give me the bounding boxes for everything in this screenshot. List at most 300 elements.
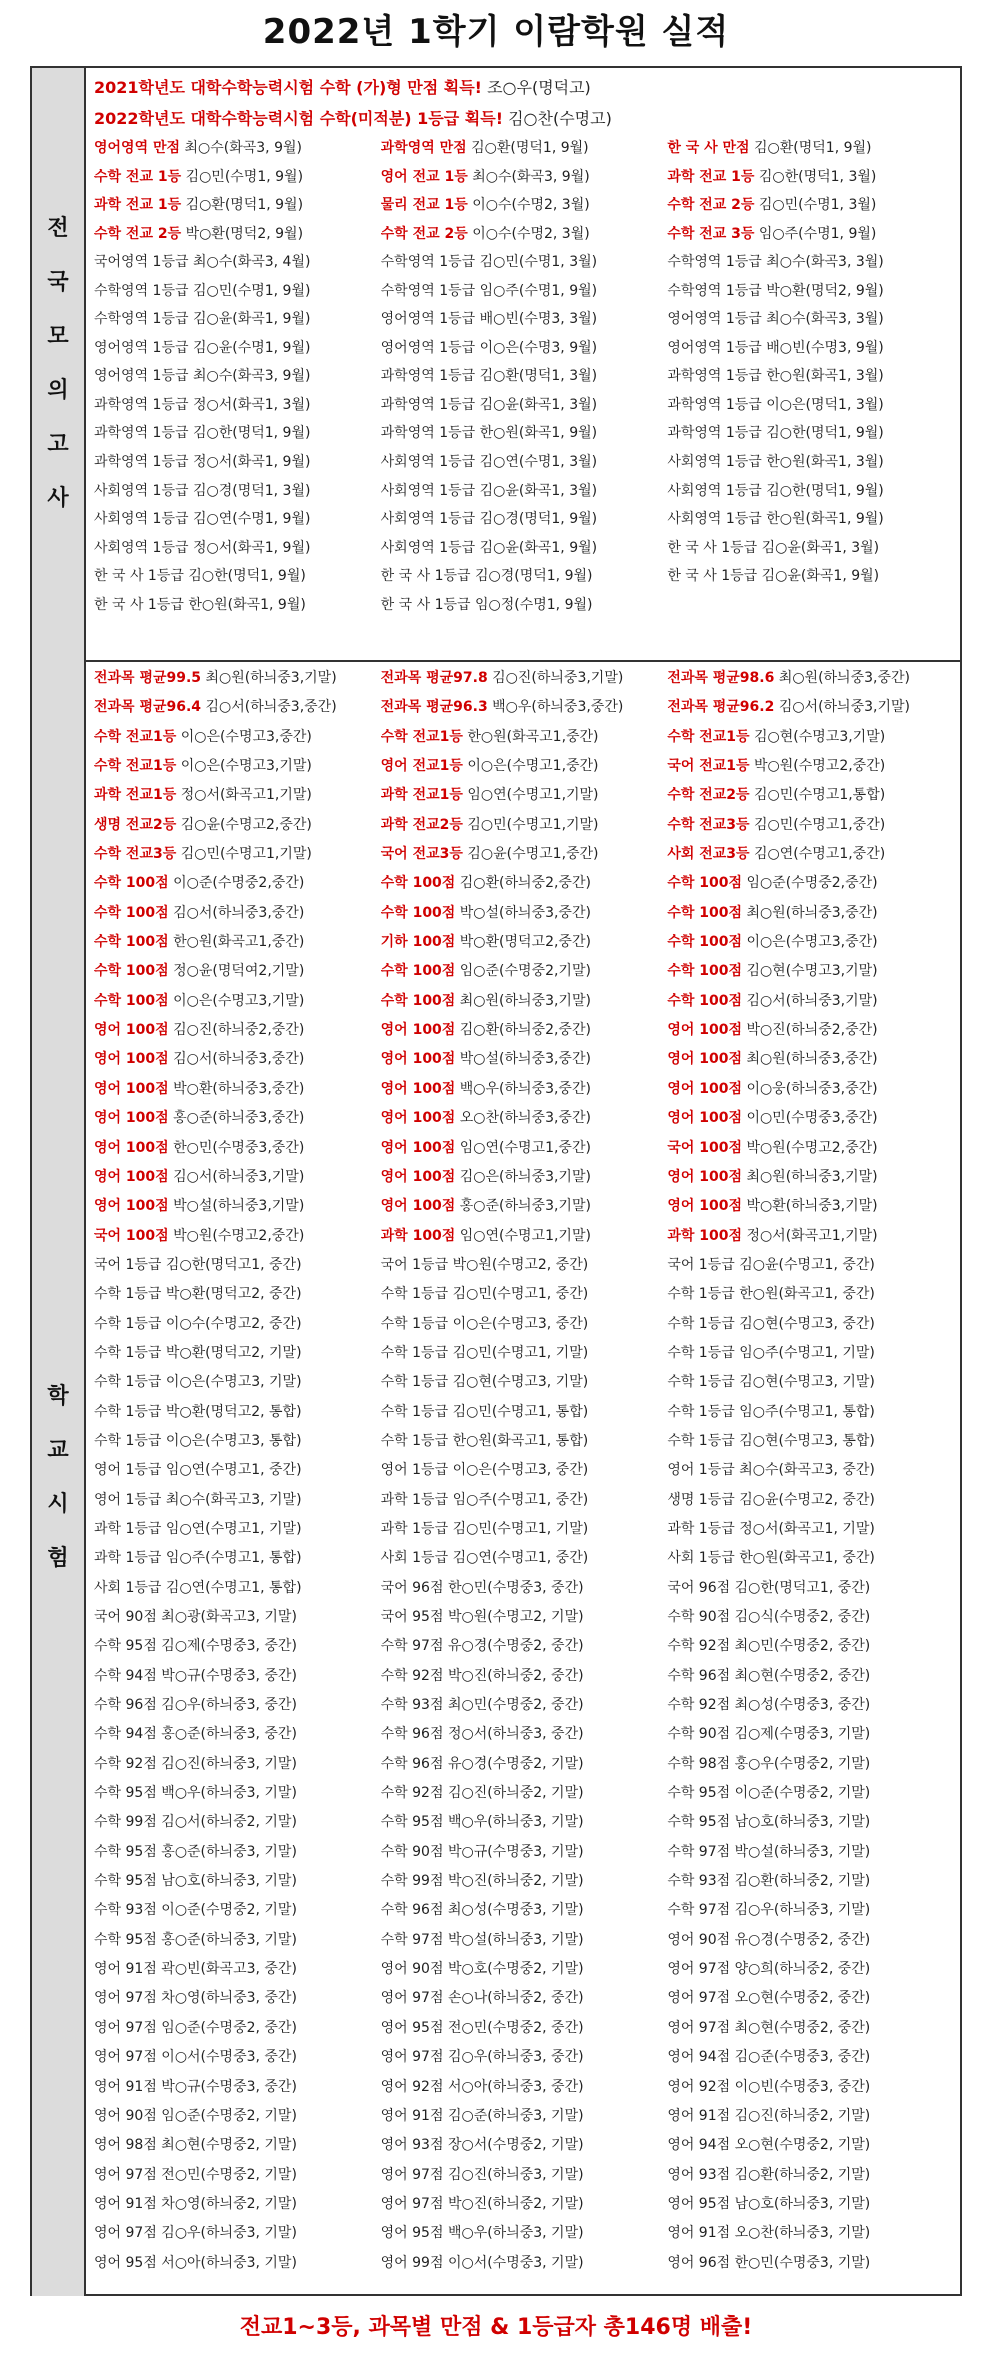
result-student: 박○설(하늬중3,중간) xyxy=(459,904,591,921)
result-student: 박○진(하늬중2,중간) xyxy=(746,1022,878,1039)
result-cell xyxy=(94,448,381,477)
result-student: 김○환(명덕1, 9월) xyxy=(185,197,304,214)
result-student: 최○수(화곡3, 4월) xyxy=(192,254,311,271)
result-category: 수학 96점 xyxy=(94,1697,157,1714)
result-category: 과학 전교1등 xyxy=(94,787,177,804)
result-category: 수학 100점 xyxy=(380,875,456,892)
result-student: 박○환(명덕고2, 중간) xyxy=(165,1286,302,1303)
result-student: 이○웅(하늬중3,중간) xyxy=(746,1080,878,1097)
result-student: 김○연(수명1, 9월) xyxy=(192,511,311,528)
result-cell xyxy=(381,1134,668,1163)
result-category: 수학 1등급 xyxy=(94,1403,162,1420)
result-category: 사회영역 1등급 xyxy=(380,454,476,471)
result-student: 이○준(수명중2, 기말) xyxy=(161,1902,297,1919)
result-student: 한○민(수명중3, 기말) xyxy=(734,2254,871,2271)
result-category: 영어 97점 xyxy=(667,2019,731,2036)
result-student: 양○희(하늬중2, 중간) xyxy=(734,1961,871,1978)
result-cell xyxy=(94,928,381,957)
result-cell xyxy=(94,1075,381,1104)
result-student: 김○우(하늬중3, 중간) xyxy=(447,2049,584,2066)
result-cell xyxy=(667,1486,954,1515)
result-cell xyxy=(381,477,668,506)
result-category: 한 국 사 1등급 xyxy=(380,568,471,585)
result-student: 이○준(수명중2,중간) xyxy=(173,875,305,892)
result-category: 수학 1등급 xyxy=(94,1432,162,1449)
result-cell xyxy=(667,1838,954,1867)
result-cell xyxy=(94,2073,381,2102)
result-student: 최○수(화곡3, 9월) xyxy=(184,140,302,156)
result-row xyxy=(94,1251,954,1280)
result-category: 사회영역 1등급 xyxy=(667,454,762,471)
result-student: 박○설(하늬중3,중간) xyxy=(459,1051,591,1068)
result-student: 김○윤(화곡1, 3월) xyxy=(479,482,598,499)
result-student: 임○정(수명1, 9월) xyxy=(475,596,593,613)
result-cell xyxy=(667,1808,954,1837)
result-student: 홍○준(하늬중3,중간) xyxy=(173,1110,305,1127)
result-category: 과학 1등급 xyxy=(380,1491,449,1508)
result-student: 최○현(수명중2, 기말) xyxy=(161,2137,297,2154)
result-row xyxy=(94,752,954,781)
result-cell xyxy=(667,2014,954,2043)
result-student: 김○식(수명중2, 중간) xyxy=(734,1609,871,1625)
result-student: 김○민(수명고1,기말) xyxy=(180,846,312,863)
result-student: 김○우(하늬중3, 기말) xyxy=(734,1902,871,1919)
result-category: 전과목 평균98.6 xyxy=(667,670,775,686)
result-student: 최○원(하늬중3,중간) xyxy=(746,904,878,921)
school-exam-label xyxy=(32,660,86,2296)
result-student: 김○환(하늬중2, 기말) xyxy=(734,1873,871,1890)
result-cell xyxy=(94,1662,381,1691)
result-cell xyxy=(667,163,954,192)
result-category: 영어 97점 xyxy=(94,1990,157,2007)
school-exam-section xyxy=(32,660,960,2296)
result-student: 임○주(수명고1, 기말) xyxy=(739,1344,875,1361)
result-category: 수학 전교1등 xyxy=(94,758,177,775)
result-cell xyxy=(381,1280,668,1309)
result-category: 과학 1등급 xyxy=(667,1520,735,1537)
result-category: 과학영역 1등급 xyxy=(667,425,762,442)
result-cell xyxy=(381,1251,668,1280)
result-cell xyxy=(667,899,954,928)
result-student: 김○현(수명고3,기말) xyxy=(754,728,886,745)
result-student: 김○연(수명고1, 중간) xyxy=(452,1550,589,1567)
result-row xyxy=(94,1691,954,1720)
result-row xyxy=(94,840,954,869)
result-student: 박○원(수명고2,중간) xyxy=(173,1227,305,1244)
result-cell xyxy=(94,1926,381,1955)
result-row xyxy=(94,1779,954,1808)
result-row xyxy=(94,723,954,752)
result-student: 김○윤(수명고2,중간) xyxy=(180,816,312,833)
result-student: 김○경(명덕1, 9월) xyxy=(479,511,598,528)
result-cell xyxy=(381,2073,668,2102)
result-row xyxy=(94,928,954,957)
result-cell xyxy=(667,869,954,898)
result-cell xyxy=(667,928,954,957)
result-student: 김○윤(수명1, 9월) xyxy=(192,339,311,356)
result-category: 국어 전교3등 xyxy=(380,846,463,863)
result-category: 영어 100점 xyxy=(380,1022,456,1039)
result-student: 김○준(수명중3, 중간) xyxy=(734,2049,871,2066)
result-category: 수학 98점 xyxy=(667,1755,731,1772)
result-category: 수학 100점 xyxy=(94,875,169,892)
result-cell xyxy=(94,1280,381,1309)
result-student: 김○윤(화곡1, 9월) xyxy=(479,539,598,556)
result-cell xyxy=(667,2073,954,2102)
result-student: 김○환(명덕1, 9월) xyxy=(471,140,589,156)
result-cell xyxy=(667,1368,954,1397)
result-category: 국어 1등급 xyxy=(94,1256,162,1273)
result-category: 과학영역 1등급 xyxy=(94,454,189,471)
result-cell xyxy=(94,693,381,722)
result-cell xyxy=(94,1368,381,1397)
result-student: 남○호(하늬중3, 기말) xyxy=(161,1873,297,1890)
result-row xyxy=(94,1163,954,1192)
result-cell xyxy=(381,305,668,334)
result-student: 이○은(수명고3,중간) xyxy=(180,728,312,745)
result-cell xyxy=(94,752,381,781)
result-category: 국어 전교1등 xyxy=(667,758,750,775)
result-cell xyxy=(94,134,381,163)
result-row xyxy=(94,1750,954,1779)
result-cell xyxy=(667,191,954,220)
result-student: 김○민(수명고1,중간) xyxy=(754,816,886,833)
result-student: 김○진(하늬중2,중간) xyxy=(173,1022,305,1039)
result-category: 사회영역 1등급 xyxy=(380,511,476,528)
result-student: 정○서(화곡고1,기말) xyxy=(746,1227,878,1244)
result-cell xyxy=(381,1398,668,1427)
result-cell xyxy=(381,869,668,898)
result-cell xyxy=(667,534,954,563)
result-cell xyxy=(94,362,381,391)
result-student: 김○민(수명고1,기말) xyxy=(467,816,599,833)
result-cell xyxy=(381,2131,668,2160)
result-student: 오○찬(하늬중3, 기말) xyxy=(734,2225,871,2242)
result-cell xyxy=(381,1456,668,1485)
result-category: 과학 전교 1등 xyxy=(94,197,182,214)
result-cell xyxy=(94,1251,381,1280)
result-cell xyxy=(94,1867,381,1896)
result-cell xyxy=(667,840,954,869)
result-category: 생명 전교2등 xyxy=(94,816,177,833)
result-student: 홍○준(하늬중3, 중간) xyxy=(161,1726,297,1743)
result-student: 이○서(수명중3, 기말) xyxy=(447,2254,584,2271)
result-category: 영어 100점 xyxy=(94,1110,169,1127)
result-category: 영어 100점 xyxy=(667,1051,742,1068)
result-category: 영어 100점 xyxy=(94,1022,169,1039)
result-category: 수학영역 1등급 xyxy=(667,254,762,271)
result-student: 정○윤(명덕여2,기말) xyxy=(173,963,305,980)
result-row xyxy=(94,1075,954,1104)
result-student: 한○원(화곡고1,중간) xyxy=(467,728,599,745)
result-student: 김○한(명덕1, 3월) xyxy=(758,168,877,185)
result-cell xyxy=(94,1808,381,1837)
result-cell xyxy=(381,1075,668,1104)
result-cell xyxy=(667,1632,954,1661)
result-category: 영어 1등급 xyxy=(94,1462,162,1479)
result-category: 과학 전교1등 xyxy=(380,787,463,804)
result-student: 박○진(하늬중2, 중간) xyxy=(447,1667,584,1684)
result-cell xyxy=(667,2161,954,2190)
result-category: 영어 95점 xyxy=(667,2195,731,2212)
result-category: 영어 97점 xyxy=(380,2049,444,2066)
result-category: 수학 100점 xyxy=(667,904,742,921)
result-cell xyxy=(94,1486,381,1515)
mock-exam-section xyxy=(32,68,960,662)
result-row xyxy=(94,957,954,986)
result-category: 수학 90점 xyxy=(667,1726,731,1743)
result-category: 국어 1등급 xyxy=(380,1256,449,1273)
result-student: 박○원(수명고2, 중간) xyxy=(452,1256,589,1273)
result-student: 박○원(수명고2,중간) xyxy=(754,758,886,775)
result-cell xyxy=(667,2102,954,2131)
result-category: 영어 97점 xyxy=(94,2049,157,2066)
result-student: 박○규(수명중3, 중간) xyxy=(161,2078,297,2095)
result-student: 김○서(하늬중3,기말) xyxy=(778,699,910,716)
result-cell xyxy=(94,334,381,363)
result-cell xyxy=(667,1544,954,1573)
result-category: 수학 1등급 xyxy=(380,1286,449,1303)
result-cell xyxy=(94,664,381,693)
result-category: 사회영역 1등급 xyxy=(94,482,189,499)
result-cell xyxy=(94,2161,381,2190)
result-student: 김○진(하늬중3, 기말) xyxy=(161,1755,297,1772)
result-category: 수학 100점 xyxy=(667,875,742,892)
result-cell xyxy=(94,1045,381,1074)
result-category: 영어 100점 xyxy=(667,1168,742,1185)
result-cell xyxy=(381,1926,668,1955)
result-student: 김○연(수명고1, 통합) xyxy=(165,1579,302,1596)
result-student: 김○윤(수명고1,중간) xyxy=(467,846,599,863)
result-cell xyxy=(381,419,668,448)
result-student: 오○찬(하늬중3,중간) xyxy=(459,1110,591,1127)
result-category: 수학 96점 xyxy=(380,1726,444,1743)
result-cell xyxy=(381,1955,668,1984)
result-cell xyxy=(667,305,954,334)
result-student: 이○민(수명중3,중간) xyxy=(746,1110,878,1127)
result-category: 국어 96점 xyxy=(667,1579,731,1596)
result-category: 국어 100점 xyxy=(94,1227,169,1244)
headline xyxy=(94,72,954,103)
result-category: 영어 95점 xyxy=(380,2019,444,2036)
result-student: 최○성(수명중3, 기말) xyxy=(447,1902,584,1919)
result-student: 임○준(수명중2, 중간) xyxy=(161,2019,297,2036)
result-cell xyxy=(381,1368,668,1397)
result-category: 기하 100점 xyxy=(380,934,456,951)
result-student: 장○서(수명중2, 기말) xyxy=(447,2137,584,2154)
result-category: 전과목 평균96.2 xyxy=(667,699,775,716)
result-row xyxy=(94,1838,954,1867)
result-row xyxy=(94,1896,954,1925)
result-category: 영어영역 1등급 xyxy=(94,339,189,356)
result-student: 최○수(화곡고3, 중간) xyxy=(739,1462,875,1479)
result-student: 배○빈(수명3, 3월) xyxy=(479,311,598,328)
result-cell xyxy=(667,1427,954,1456)
result-cell xyxy=(667,1603,954,1632)
section-label-char: 험 xyxy=(47,1546,69,1571)
headline-achievement: 2021학년도 대학수학능력시험 수학 (가)형 만점 획득! xyxy=(94,78,482,97)
result-cell xyxy=(381,752,668,781)
result-student: 김○은(하늬중3,기말) xyxy=(459,1168,591,1185)
result-student: 서○아(하늬중3, 기말) xyxy=(161,2254,297,2271)
result-cell xyxy=(381,1016,668,1045)
result-row xyxy=(94,505,954,534)
headline-student: 조○우(명덕고) xyxy=(487,78,591,97)
result-cell xyxy=(381,2043,668,2072)
result-row xyxy=(94,2190,954,2219)
result-cell xyxy=(381,1808,668,1837)
result-student: 최○수(화곡3, 9월) xyxy=(192,368,311,385)
result-cell xyxy=(381,2102,668,2131)
result-student: 백○우(하늬중3, 기말) xyxy=(447,2225,584,2242)
result-student: 김○현(수명고3, 통합) xyxy=(739,1432,875,1449)
section-label-char: 고 xyxy=(47,432,69,457)
result-student: 배○빈(수명3, 9월) xyxy=(766,339,884,356)
result-row xyxy=(94,1926,954,1955)
result-student: 박○규(수명중3, 기말) xyxy=(447,1843,584,1860)
result-cell xyxy=(381,1192,668,1221)
result-category: 영어 97점 xyxy=(380,1990,444,2007)
result-cell xyxy=(381,1632,668,1661)
result-student: 김○한(명덕1, 9월) xyxy=(766,425,884,442)
result-cell xyxy=(381,562,668,591)
result-category: 국어 96점 xyxy=(380,1579,444,1596)
result-category: 수학 100점 xyxy=(94,904,169,921)
result-cell xyxy=(381,2219,668,2248)
result-cell xyxy=(381,1867,668,1896)
result-row xyxy=(94,2073,954,2102)
result-category: 수학영역 1등급 xyxy=(380,282,476,299)
result-category: 국어 1등급 xyxy=(667,1256,735,1273)
result-category: 수학 1등급 xyxy=(667,1403,735,1420)
result-cell xyxy=(667,1251,954,1280)
result-row xyxy=(94,248,954,277)
result-student: 김○현(수명고3, 기말) xyxy=(452,1374,589,1391)
result-category: 수학 전교 1등 xyxy=(94,168,182,185)
result-student: 김○환(하늬중2,중간) xyxy=(459,1022,591,1039)
result-student: 박○환(명덕고2, 기말) xyxy=(165,1344,302,1361)
result-category: 수학 1등급 xyxy=(94,1344,162,1361)
result-category: 수학 1등급 xyxy=(380,1374,449,1391)
result-cell xyxy=(667,220,954,249)
result-category: 영어 93점 xyxy=(380,2137,444,2154)
result-student: 최○수(화곡3, 3월) xyxy=(766,254,884,271)
result-student: 백○우(하늬중3, 기말) xyxy=(161,1785,297,1802)
result-student: 백○우(하늬중3,중간) xyxy=(459,1080,591,1097)
result-student: 최○현(수명중2, 중간) xyxy=(734,1667,871,1684)
result-cell xyxy=(667,1955,954,1984)
result-category: 수학 전교 2등 xyxy=(667,197,755,214)
result-student: 박○설(하늬중3, 기말) xyxy=(447,1931,584,1948)
result-student: 임○주(수명1, 9월) xyxy=(758,225,877,242)
result-cell xyxy=(667,2249,954,2278)
result-category: 수학 1등급 xyxy=(667,1315,735,1332)
result-category: 수학 95점 xyxy=(94,1843,157,1860)
result-student: 김○환(명덕1, 3월) xyxy=(479,368,598,385)
section-label-char: 전 xyxy=(47,216,69,241)
result-category: 과학 100점 xyxy=(380,1227,456,1244)
result-category: 영어 92점 xyxy=(380,2078,444,2095)
result-cell xyxy=(667,723,954,752)
result-student: 최○원(하늬중3,중간) xyxy=(778,670,910,686)
result-cell xyxy=(94,505,381,534)
result-row xyxy=(94,2131,954,2160)
result-student: 김○한(명덕1, 9월) xyxy=(188,568,306,585)
result-row xyxy=(94,277,954,306)
result-row xyxy=(94,1456,954,1485)
result-category: 영어 1등급 xyxy=(667,1462,735,1479)
result-student: 최○원(하늬중3,기말) xyxy=(746,1168,878,1185)
result-category: 과학영역 1등급 xyxy=(94,396,189,413)
result-category: 과학영역 1등급 xyxy=(380,368,476,385)
result-category: 영어영역 만점 xyxy=(94,140,181,156)
result-student: 김○한(명덕고1, 중간) xyxy=(734,1579,871,1596)
result-student: 김○준(하늬중3, 기말) xyxy=(447,2107,584,2124)
result-student: 임○연(수명고1, 기말) xyxy=(165,1520,302,1537)
result-cell xyxy=(667,1574,954,1603)
result-cell xyxy=(381,534,668,563)
result-student: 최○수(화곡3, 3월) xyxy=(766,311,884,328)
result-category: 영어 100점 xyxy=(667,1198,742,1215)
result-student: 서○아(하늬중3, 중간) xyxy=(447,2078,584,2095)
result-cell xyxy=(94,591,381,620)
result-student: 이○은(수명고3,기말) xyxy=(173,992,305,1009)
result-student: 임○준(수명중2,기말) xyxy=(459,963,591,980)
result-row xyxy=(94,1603,954,1632)
result-category: 수학 100점 xyxy=(667,963,742,980)
result-cell xyxy=(667,1926,954,1955)
result-student: 남○호(하늬중3, 기말) xyxy=(734,1814,871,1831)
result-student: 한○원(화곡고1,중간) xyxy=(173,934,305,951)
result-student: 김○민(수명고1, 중간) xyxy=(452,1286,589,1303)
result-student: 김○연(수명고1,중간) xyxy=(754,846,886,863)
result-student: 김○민(수명1, 3월) xyxy=(479,254,598,271)
result-row xyxy=(94,1515,954,1544)
result-category: 수학 93점 xyxy=(94,1902,157,1919)
result-cell xyxy=(94,277,381,306)
result-student: 김○민(수명1, 9월) xyxy=(192,282,311,299)
result-category: 영어영역 1등급 xyxy=(94,368,189,385)
result-cell xyxy=(381,1339,668,1368)
result-student: 임○연(수명고1, 중간) xyxy=(165,1462,302,1479)
result-category: 영어 98점 xyxy=(94,2137,157,2154)
result-student: 김○서(하늬중2, 기말) xyxy=(161,1814,297,1831)
result-row xyxy=(94,1104,954,1133)
result-student: 차○영(하늬중2, 기말) xyxy=(161,2195,297,2212)
result-row xyxy=(94,2249,954,2278)
result-category: 수학 92점 xyxy=(667,1638,731,1655)
section-label-char: 의 xyxy=(47,378,69,403)
result-cell xyxy=(667,1104,954,1133)
result-row xyxy=(94,2102,954,2131)
result-student: 김○민(수명고1, 기말) xyxy=(452,1520,589,1537)
result-category: 사회 1등급 xyxy=(380,1550,449,1567)
section-label-char: 학 xyxy=(47,1384,69,1409)
result-category: 영어 96점 xyxy=(667,2254,731,2271)
result-row xyxy=(94,362,954,391)
result-student: 손○나(하늬중2, 중간) xyxy=(447,1990,584,2007)
result-cell xyxy=(381,840,668,869)
result-cell xyxy=(667,134,954,163)
result-student: 유○경(수명중2, 중간) xyxy=(447,1638,584,1655)
result-row xyxy=(94,2014,954,2043)
result-cell xyxy=(667,334,954,363)
result-category: 사회영역 1등급 xyxy=(380,482,476,499)
result-student: 김○우(하늬중3, 기말) xyxy=(161,2225,297,2242)
result-cell xyxy=(667,1779,954,1808)
result-cell xyxy=(381,957,668,986)
result-row xyxy=(94,899,954,928)
